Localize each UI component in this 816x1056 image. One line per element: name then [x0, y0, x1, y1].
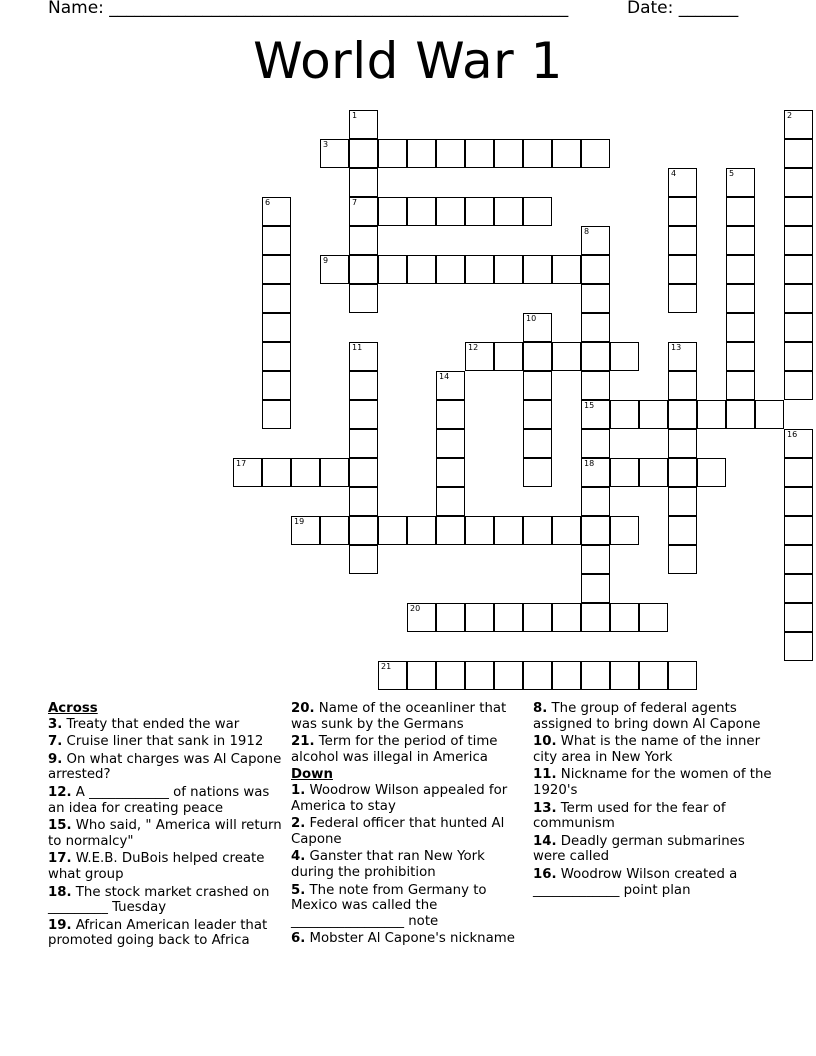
grid-cell[interactable] [465, 255, 494, 284]
grid-cell[interactable] [407, 603, 436, 632]
grid-cell[interactable] [668, 400, 697, 429]
clue-item-number: 14. [533, 833, 557, 849]
grid-cell[interactable] [407, 516, 436, 545]
clue-item [291, 701, 526, 732]
grid-cell[interactable] [581, 661, 610, 690]
grid-cell[interactable] [407, 197, 436, 226]
grid-cell[interactable] [349, 342, 378, 371]
clue-item [48, 885, 283, 916]
grid-cell[interactable] [262, 371, 291, 400]
clue-item-number: 9. [48, 751, 63, 767]
grid-cell[interactable] [436, 400, 465, 429]
grid-cell[interactable] [726, 168, 755, 197]
grid-cell[interactable] [378, 139, 407, 168]
grid-cell[interactable] [581, 371, 610, 400]
down-clue-list [291, 783, 526, 947]
grid-cell[interactable] [349, 139, 378, 168]
grid-cell[interactable] [494, 255, 523, 284]
across-clue-list-continued [291, 701, 526, 765]
grid-cell[interactable] [349, 168, 378, 197]
clue-number: 4 [671, 169, 677, 178]
clue-item-text: Ganster that ran New York during the prohibition [291, 849, 485, 880]
grid-cell[interactable] [494, 603, 523, 632]
grid-cell[interactable] [494, 197, 523, 226]
grid-cell[interactable] [610, 342, 639, 371]
grid-cell[interactable] [784, 458, 813, 487]
clue-item-text: Term used for the fear of communism [533, 800, 726, 832]
clue-item [48, 734, 283, 750]
grid-cell[interactable] [465, 197, 494, 226]
grid-cell[interactable] [291, 458, 320, 487]
clue-item-number: 1. [291, 782, 306, 798]
clue-number: 16 [787, 430, 798, 439]
grid-cell[interactable] [349, 110, 378, 139]
grid-cell[interactable] [262, 458, 291, 487]
grid-cell[interactable] [581, 429, 610, 458]
clue-item-text: A ____________ of nations was an idea for creating peace [48, 784, 270, 816]
grid-cell[interactable] [552, 255, 581, 284]
grid-cell[interactable] [726, 342, 755, 371]
grid-cell[interactable] [581, 458, 610, 487]
grid-cell[interactable] [581, 516, 610, 545]
grid-cell[interactable] [784, 371, 813, 400]
grid-cell[interactable] [262, 197, 291, 226]
grid-cell[interactable] [784, 545, 813, 574]
grid-cell[interactable] [668, 545, 697, 574]
clue-item [533, 701, 773, 732]
clue-number: 20 [410, 604, 421, 613]
clue-number: 7 [352, 198, 358, 207]
clue-item-text: Nickname for the women of the 1920's [533, 767, 772, 798]
grid-cell[interactable] [436, 516, 465, 545]
grid-cell[interactable] [436, 197, 465, 226]
clue-number: 14 [439, 372, 450, 381]
grid-cell[interactable] [436, 603, 465, 632]
grid-cell[interactable] [726, 284, 755, 313]
grid-cell[interactable] [668, 429, 697, 458]
grid-cell[interactable] [262, 255, 291, 284]
grid-cell[interactable] [726, 400, 755, 429]
grid-cell[interactable] [668, 516, 697, 545]
grid-cell[interactable] [523, 400, 552, 429]
grid-cell[interactable] [668, 255, 697, 284]
grid-cell[interactable] [262, 400, 291, 429]
clue-number: 8 [584, 227, 590, 236]
grid-cell[interactable] [436, 371, 465, 400]
clue-item [291, 816, 526, 847]
grid-cell[interactable] [523, 458, 552, 487]
clue-item [533, 867, 773, 898]
grid-cell[interactable] [610, 603, 639, 632]
grid-cell[interactable] [552, 661, 581, 690]
grid-cell[interactable] [668, 487, 697, 516]
grid-cell[interactable] [465, 603, 494, 632]
clue-item-number: 20. [291, 701, 315, 716]
grid-cell[interactable] [784, 342, 813, 371]
grid-cell[interactable] [349, 458, 378, 487]
grid-cell[interactable] [784, 632, 813, 661]
clue-item-number: 16. [533, 866, 557, 882]
clue-item-number: 6. [291, 931, 306, 947]
clue-item-text: The stock market crashed on _________ Tuesday [48, 884, 270, 916]
clue-number: 18 [584, 459, 595, 468]
grid-cell[interactable] [668, 226, 697, 255]
grid-cell[interactable] [523, 603, 552, 632]
grid-cell[interactable] [320, 516, 349, 545]
clue-item-number: 3. [48, 716, 63, 732]
clue-number: 11 [352, 343, 363, 352]
down-clue-list-continued [533, 701, 773, 898]
grid-cell[interactable] [784, 603, 813, 632]
grid-cell[interactable] [755, 400, 784, 429]
grid-cell[interactable] [784, 313, 813, 342]
clue-number: 19 [294, 517, 305, 526]
clue-item [291, 849, 526, 880]
grid-cell[interactable] [784, 197, 813, 226]
grid-cell[interactable] [349, 400, 378, 429]
grid-cell[interactable] [668, 371, 697, 400]
clue-item [48, 717, 283, 733]
grid-cell[interactable] [523, 516, 552, 545]
grid-cell[interactable] [465, 139, 494, 168]
clue-column-2 [291, 701, 526, 949]
clue-item-number: 12. [48, 784, 72, 800]
clue-item-text: What is the name of the inner city area in New York [533, 734, 761, 765]
grid-cell[interactable] [581, 342, 610, 371]
grid-cell[interactable] [610, 458, 639, 487]
clue-item [291, 734, 526, 765]
grid-cell[interactable] [436, 429, 465, 458]
grid-cell[interactable] [726, 371, 755, 400]
grid-cell[interactable] [436, 487, 465, 516]
page-title: World War 1 [253, 32, 563, 90]
clue-item [533, 767, 773, 798]
clue-item [533, 834, 773, 865]
grid-cell[interactable] [349, 371, 378, 400]
grid-cell[interactable] [639, 458, 668, 487]
clue-number: 3 [323, 140, 329, 149]
grid-cell[interactable] [668, 197, 697, 226]
grid-cell[interactable] [639, 400, 668, 429]
grid-cell[interactable] [581, 226, 610, 255]
date-field: Date: _______ [627, 0, 739, 18]
grid-cell[interactable] [349, 516, 378, 545]
grid-cell[interactable] [320, 458, 349, 487]
clue-item [533, 734, 773, 765]
grid-cell[interactable] [494, 516, 523, 545]
clue-item-text: Term for the period of time alcohol was illegal in America [291, 734, 498, 765]
grid-cell[interactable] [610, 661, 639, 690]
grid-cell[interactable] [262, 226, 291, 255]
clue-item-number: 5. [291, 882, 306, 898]
grid-cell[interactable] [349, 226, 378, 255]
down-heading: Down [291, 767, 333, 783]
grid-cell[interactable] [523, 139, 552, 168]
clue-item-text: Mobster Al Capone's nickname [305, 931, 515, 947]
clue-item-number: 8. [533, 701, 548, 716]
clue-item [48, 785, 283, 816]
clue-number: 1 [352, 111, 358, 120]
clue-number: 21 [381, 662, 392, 671]
grid-cell[interactable] [784, 226, 813, 255]
grid-cell[interactable] [523, 313, 552, 342]
clue-item-number: 11. [533, 767, 557, 783]
clue-item-number: 13. [533, 800, 557, 816]
grid-cell[interactable] [610, 400, 639, 429]
name-field: Name: ______________________________________________________ [48, 0, 569, 18]
grid-cell[interactable] [407, 139, 436, 168]
grid-cell[interactable] [639, 603, 668, 632]
clue-item-text: Cruise liner that sank in 1912 [62, 734, 264, 750]
clue-item [533, 801, 773, 832]
grid-cell[interactable] [552, 342, 581, 371]
grid-cell[interactable] [784, 574, 813, 603]
grid-cell[interactable] [784, 487, 813, 516]
grid-cell[interactable] [378, 661, 407, 690]
grid-cell[interactable] [349, 429, 378, 458]
clue-item-number: 2. [291, 816, 306, 832]
grid-cell[interactable] [465, 342, 494, 371]
grid-cell[interactable] [726, 197, 755, 226]
clue-item-text: Name of the oceanliner that was sunk by the Germans [291, 701, 507, 732]
clue-item-number: 10. [533, 734, 557, 750]
grid-cell[interactable] [407, 255, 436, 284]
clue-item-text: Woodrow Wilson created a _____________ point plan [533, 866, 738, 898]
grid-cell[interactable] [784, 168, 813, 197]
grid-cell[interactable] [494, 661, 523, 690]
grid-cell[interactable] [378, 197, 407, 226]
grid-cell[interactable] [436, 139, 465, 168]
clue-item-text: The group of federal agents assigned to bring down Al Capone [533, 701, 761, 732]
grid-cell[interactable] [320, 139, 349, 168]
grid-cell[interactable] [581, 139, 610, 168]
clue-number: 15 [584, 401, 595, 410]
grid-cell[interactable] [291, 516, 320, 545]
clue-number: 17 [236, 459, 247, 468]
grid-cell[interactable] [523, 661, 552, 690]
grid-cell[interactable] [581, 545, 610, 574]
grid-cell[interactable] [523, 342, 552, 371]
grid-cell[interactable] [523, 255, 552, 284]
clue-item-number: 4. [291, 849, 306, 865]
grid-cell[interactable] [668, 168, 697, 197]
clue-item-number: 18. [48, 884, 72, 900]
grid-cell[interactable] [233, 458, 262, 487]
clue-item [291, 883, 526, 930]
grid-cell[interactable] [581, 255, 610, 284]
grid-cell[interactable] [552, 603, 581, 632]
clue-number: 13 [671, 343, 682, 352]
clue-column-3 [533, 701, 773, 900]
clue-item-number: 7. [48, 734, 63, 750]
grid-cell[interactable] [465, 661, 494, 690]
clue-item [48, 918, 283, 949]
clue-number: 10 [526, 314, 537, 323]
grid-cell[interactable] [668, 458, 697, 487]
grid-cell[interactable] [581, 284, 610, 313]
clue-item-text: On what charges was Al Capone arrested? [48, 751, 282, 783]
grid-cell[interactable] [465, 516, 494, 545]
clue-number: 12 [468, 343, 479, 352]
grid-cell[interactable] [407, 661, 436, 690]
grid-cell[interactable] [436, 661, 465, 690]
grid-cell[interactable] [436, 255, 465, 284]
grid-cell[interactable] [784, 110, 813, 139]
clue-item-text: Woodrow Wilson appealed for America to stay [291, 782, 508, 814]
clue-item-text: Who said, " America will return to normalcy" [48, 818, 282, 849]
grid-cell[interactable] [726, 313, 755, 342]
grid-cell[interactable] [784, 139, 813, 168]
clue-item [291, 783, 526, 814]
grid-cell[interactable] [726, 226, 755, 255]
grid-cell[interactable] [349, 255, 378, 284]
clue-number: 2 [787, 111, 793, 120]
grid-cell[interactable] [494, 342, 523, 371]
clue-item-number: 19. [48, 917, 72, 933]
clue-item-text: Federal officer that hunted Al Capone [291, 816, 505, 847]
grid-cell[interactable] [581, 603, 610, 632]
clue-column-1 [48, 701, 283, 951]
across-clue-list [48, 717, 283, 949]
grid-cell[interactable] [494, 139, 523, 168]
grid-cell[interactable] [262, 313, 291, 342]
grid-cell[interactable] [726, 255, 755, 284]
grid-cell[interactable] [262, 342, 291, 371]
clue-item-text: The note from Germany to Mexico was called the _________________ note [291, 882, 487, 929]
grid-cell[interactable] [784, 516, 813, 545]
clue-item [48, 752, 283, 783]
grid-cell[interactable] [378, 255, 407, 284]
grid-cell[interactable] [784, 284, 813, 313]
grid-cell[interactable] [581, 313, 610, 342]
grid-cell[interactable] [436, 458, 465, 487]
clue-item-text: Treaty that ended the war [62, 716, 240, 732]
clue-item [48, 851, 283, 882]
grid-cell[interactable] [262, 284, 291, 313]
grid-cell[interactable] [349, 545, 378, 574]
clue-item [48, 818, 283, 849]
grid-cell[interactable] [552, 516, 581, 545]
grid-cell[interactable] [784, 255, 813, 284]
clue-item-text: African American leader that promoted going back to Africa [48, 917, 268, 949]
clue-number: 6 [265, 198, 271, 207]
clue-item [291, 931, 526, 947]
grid-cell[interactable] [668, 284, 697, 313]
grid-cell[interactable] [349, 284, 378, 313]
clue-item-text: W.E.B. DuBois helped create what group [48, 851, 265, 882]
grid-cell[interactable] [581, 574, 610, 603]
grid-cell[interactable] [784, 429, 813, 458]
grid-cell[interactable] [668, 342, 697, 371]
grid-cell[interactable] [349, 197, 378, 226]
clue-number: 9 [323, 256, 329, 265]
grid-cell[interactable] [523, 371, 552, 400]
grid-cell[interactable] [349, 487, 378, 516]
grid-cell[interactable] [639, 661, 668, 690]
grid-cell[interactable] [581, 400, 610, 429]
grid-cell[interactable] [320, 255, 349, 284]
grid-cell[interactable] [581, 487, 610, 516]
across-heading: Across [48, 701, 98, 716]
grid-cell[interactable] [378, 516, 407, 545]
grid-cell[interactable] [668, 661, 697, 690]
clue-item-number: 15. [48, 818, 72, 834]
grid-cell[interactable] [523, 197, 552, 226]
grid-cell[interactable] [697, 400, 726, 429]
clue-item-number: 21. [291, 734, 315, 750]
clue-item-number: 17. [48, 851, 72, 867]
grid-cell[interactable] [697, 458, 726, 487]
grid-cell[interactable] [610, 516, 639, 545]
grid-cell[interactable] [523, 429, 552, 458]
grid-cell[interactable] [552, 139, 581, 168]
clue-item-text: Deadly german submarines were called [533, 833, 745, 865]
clue-number: 5 [729, 169, 735, 178]
